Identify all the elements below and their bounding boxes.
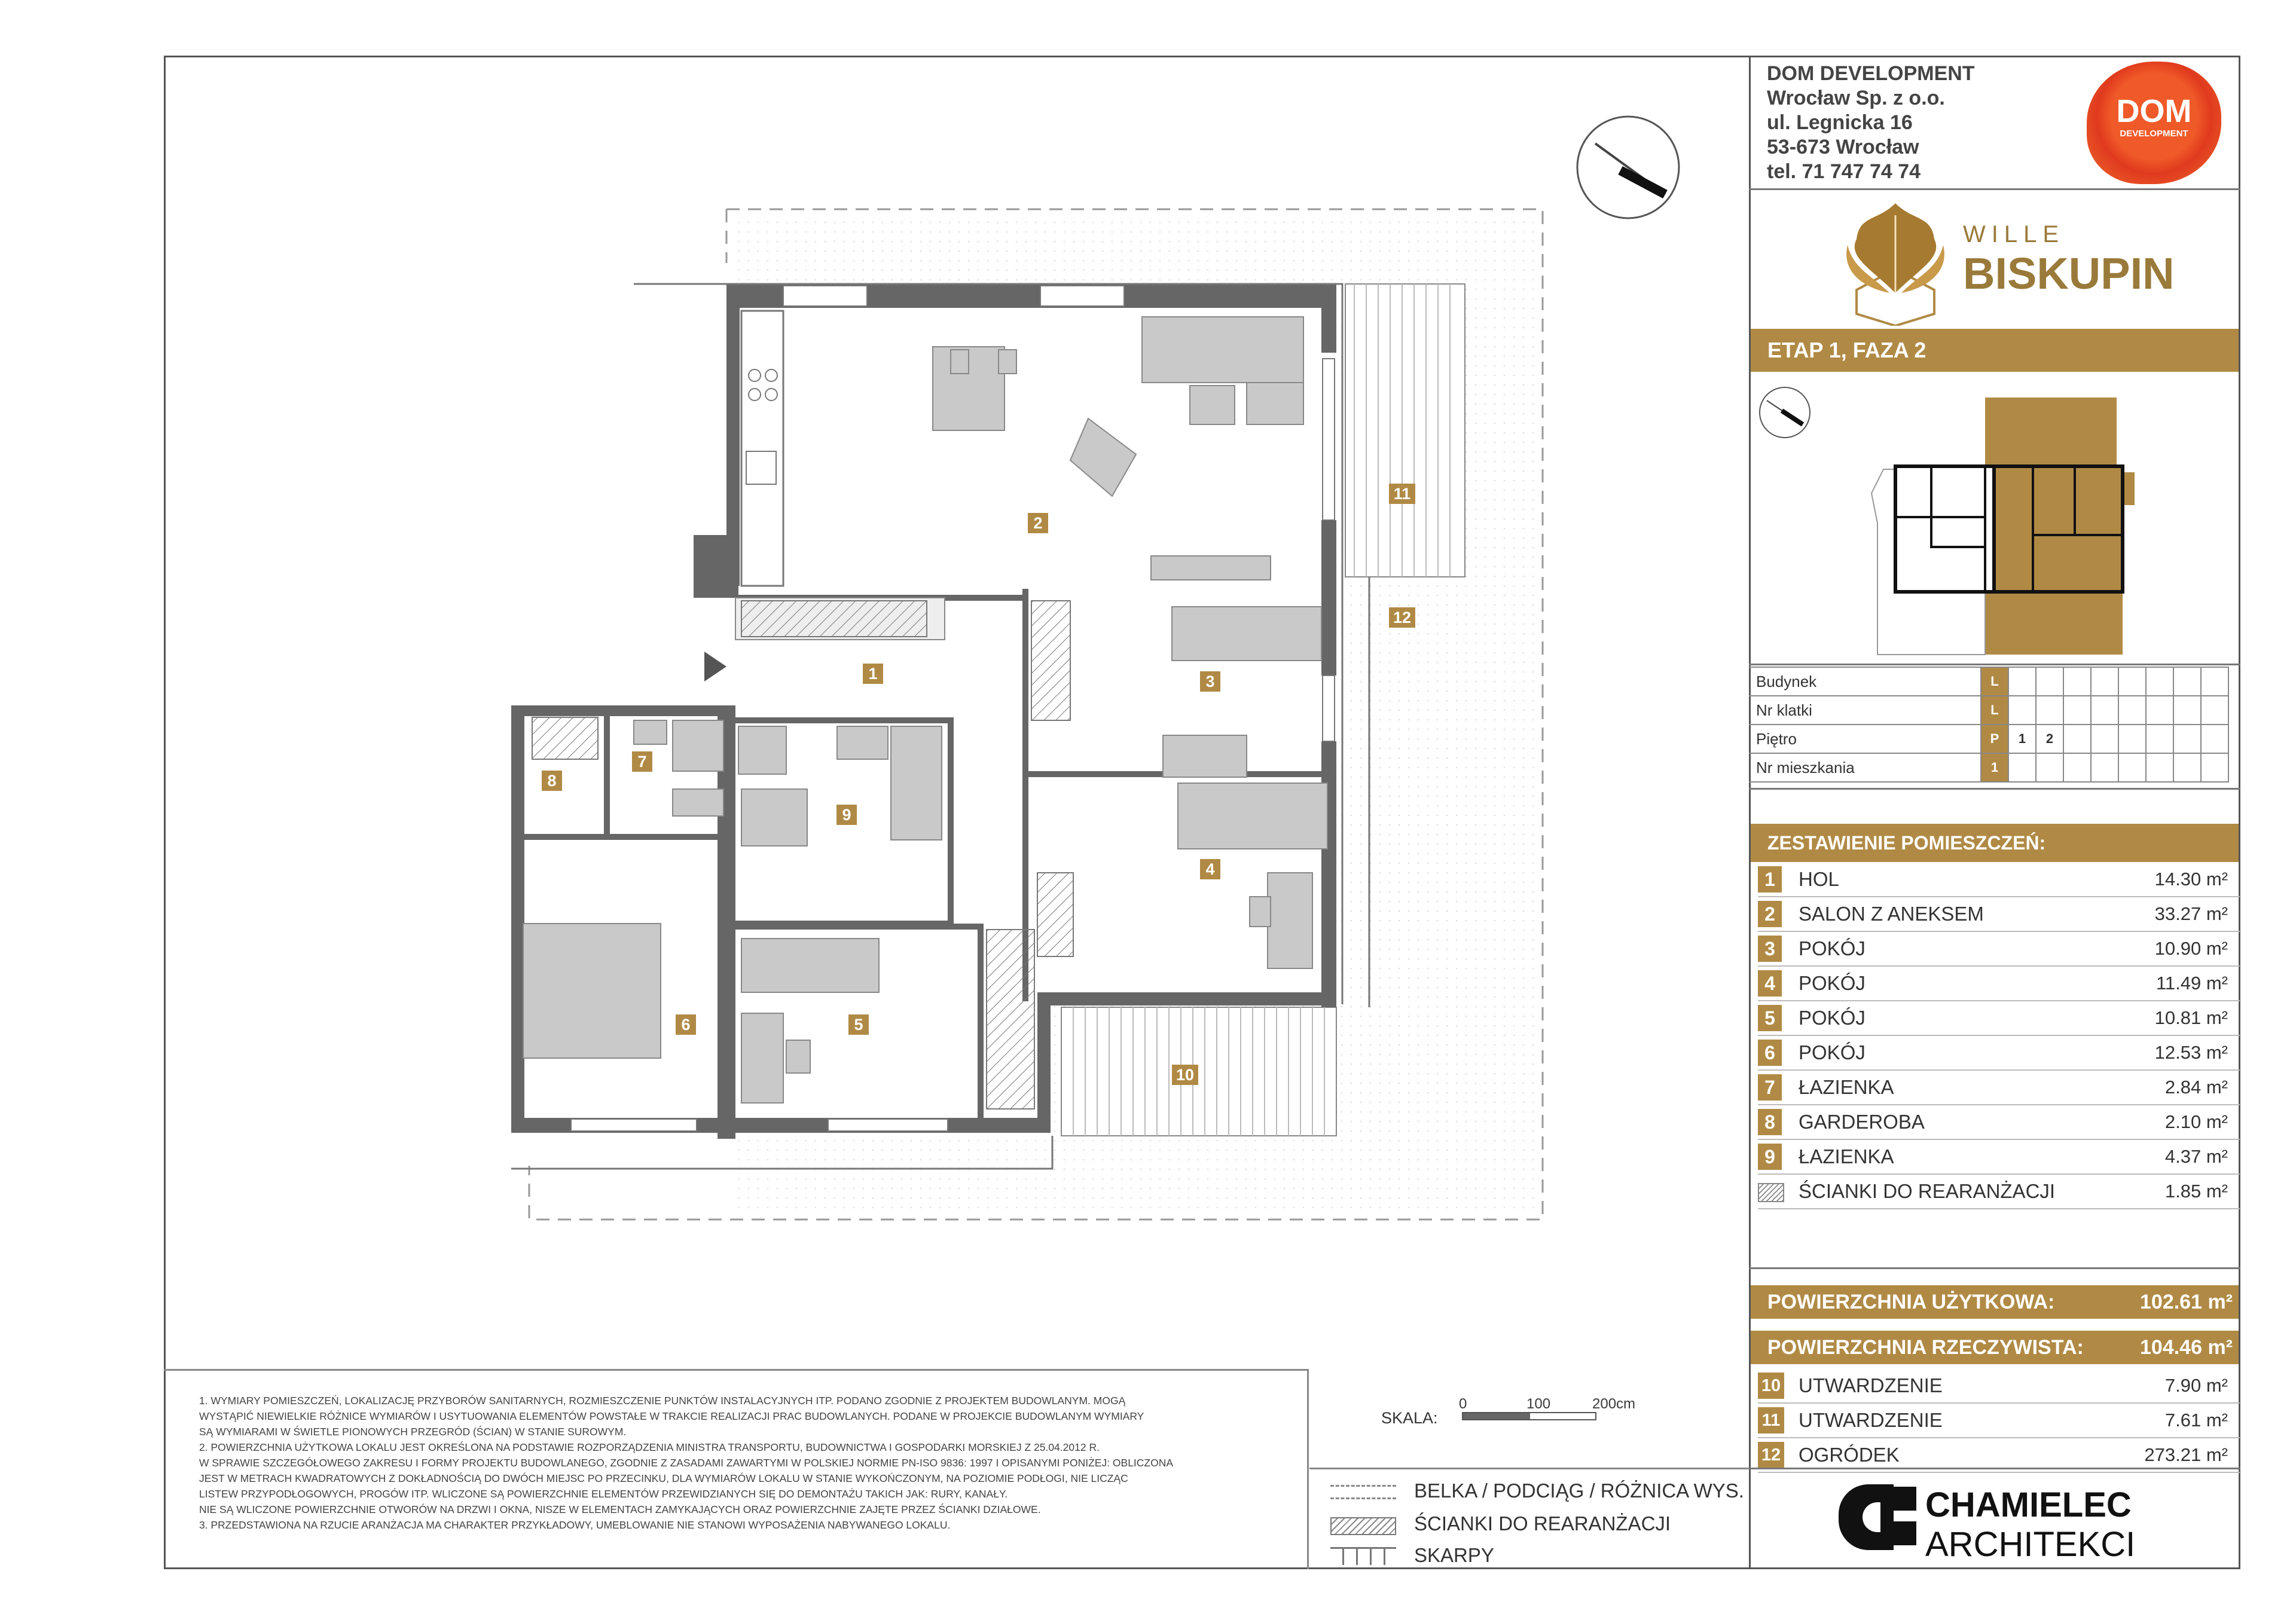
table-row bbox=[1758, 1403, 2240, 1438]
legend bbox=[1309, 1468, 1749, 1569]
legend-slopes: SKARPY bbox=[1414, 1544, 1494, 1566]
plan-label-8: 8 bbox=[542, 771, 562, 791]
compass-icon bbox=[1577, 117, 1679, 218]
table-row bbox=[1758, 897, 2240, 931]
room-number: 1 bbox=[1758, 866, 1782, 893]
table-row bbox=[1758, 966, 2240, 1001]
exterior-table bbox=[1758, 1369, 2240, 1473]
note-line: WYSTĄPIĆ NIEWIELKIE RÓŻNICE WYMIARÓW I USYTUOWANIA ELEMENTÓW POWSTAŁE W TRAKCIE REALIZACJI PRAC BUDOWLANYCH. PODANE W PROJEKCIE BUDOWLANYM WYMIARY bbox=[199, 1410, 1144, 1422]
plan-label-1: 1 bbox=[863, 664, 883, 684]
room-number: 6 bbox=[1758, 1040, 1782, 1066]
room-area: 11.49 m² bbox=[2131, 966, 2240, 1001]
developer-city: 53-673 Wrocław bbox=[1767, 136, 1919, 158]
room-area: 7.61 m² bbox=[2068, 1403, 2240, 1438]
room-number: 5 bbox=[1758, 1005, 1782, 1031]
legend-walls: ŚCIANKI DO REARANŻACJI bbox=[1414, 1512, 1671, 1535]
developer-phone: tel. 71 747 74 74 bbox=[1767, 160, 1921, 183]
room-number: 11 bbox=[1758, 1407, 1784, 1434]
rooms-table bbox=[1758, 863, 2240, 1209]
room-number: 9 bbox=[1758, 1144, 1782, 1170]
small-compass-icon bbox=[1760, 387, 1810, 438]
plan-label-11: 11 bbox=[1389, 484, 1415, 504]
usable-area-label: POWIERZCHNIA UŻYTKOWA: bbox=[1767, 1291, 2055, 1313]
usable-area-value: 102.61 m² bbox=[2140, 1291, 2233, 1313]
plan-label-12: 12 bbox=[1389, 607, 1415, 628]
room-name: OGRÓDEK bbox=[1784, 1438, 2068, 1472]
note-line: JEST W METRACH KWADRATOWYCH Z DOKŁADNOŚCIĄ DO DWÓCH MIEJSC PO PRZECINKU, DLA WYMIARÓW LOKALU W STANIE WYKOŃCZONYM, NA POZIOMIE PODŁOGI, NIE LICZĄC bbox=[199, 1472, 1128, 1484]
table-row bbox=[1758, 1001, 2240, 1035]
scale-tick-200: 200cm bbox=[1592, 1396, 1636, 1412]
beam-dashed-icon bbox=[1330, 1485, 1396, 1499]
table-row bbox=[1758, 1070, 2240, 1105]
slope-icon bbox=[1330, 1547, 1396, 1565]
note-line: NIE SĄ WLICZONE POWIERZCHNIE OTWORÓW NA DRZWI I OKNA, NISZE W ELEMENTACH ZAMYKAJĄCYCH ORAZ POWIERZCHNIE ZAJĘTE PRZEZ ŚCIANKI DZIAŁOWE. bbox=[199, 1503, 1041, 1515]
real-area-row bbox=[1751, 1331, 2239, 1364]
room-name: ŁAZIENKA bbox=[1784, 1139, 2131, 1174]
hatch-swatch-icon bbox=[1758, 1183, 1784, 1202]
table-row: Nr mieszkania 1 bbox=[1749, 753, 2228, 782]
table-row bbox=[1758, 1035, 2240, 1070]
table-row bbox=[1758, 1369, 2240, 1403]
table-row bbox=[1758, 863, 2240, 897]
usable-area-row bbox=[1751, 1285, 2239, 1319]
room-area: 2.84 m² bbox=[2131, 1070, 2240, 1105]
plan-label-6: 6 bbox=[676, 1014, 696, 1035]
note-line: 1. WYMIARY POMIESZCZEŃ, LOKALIZACJĘ PRZYBORÓW SANITARNYCH, ROZMIESZCZENIE PUNKTÓW INSTALACYJNYCH ITP. PODANO ZGODNIE Z PROJEKTEM BUDOWLANYM. MOGĄ bbox=[199, 1395, 1126, 1407]
room-area: 33.27 m² bbox=[2131, 897, 2240, 931]
room-number: 12 bbox=[1758, 1442, 1784, 1468]
hatched-wall-icon bbox=[1330, 1517, 1396, 1535]
room-name: POKÓJ bbox=[1784, 931, 2131, 966]
building-table bbox=[1749, 667, 2229, 783]
plan-label-3: 3 bbox=[1200, 671, 1220, 692]
architect-square-icon bbox=[1892, 1487, 1916, 1511]
room-name: UTWARDZENIE bbox=[1784, 1403, 2068, 1438]
architect-square-icon bbox=[1892, 1521, 1916, 1545]
room-number: 8 bbox=[1758, 1109, 1782, 1135]
room-area: 2.10 m² bbox=[2131, 1105, 2240, 1139]
room-name: GARDEROBA bbox=[1784, 1105, 2131, 1139]
scale-label: SKALA: bbox=[1381, 1409, 1438, 1427]
plan-label-2: 2 bbox=[1028, 513, 1048, 533]
room-name: HOL bbox=[1784, 863, 2131, 897]
table-row: Nr klatki L bbox=[1749, 696, 2228, 725]
developer-company: Wrocław Sp. z o.o. bbox=[1767, 87, 1945, 109]
real-area-label: POWIERZCHNIA RZECZYWISTA: bbox=[1767, 1336, 2084, 1359]
room-name: ŚCIANKI DO REARANŻACJI bbox=[1784, 1174, 2131, 1209]
developer-info bbox=[1767, 62, 1975, 184]
plan-label-4: 4 bbox=[1200, 859, 1220, 879]
scale-tick-0: 0 bbox=[1459, 1396, 1467, 1412]
developer-name: DOM DEVELOPMENT bbox=[1767, 62, 1975, 85]
room-name: SALON Z ANEKSEM bbox=[1784, 897, 2131, 931]
plan-label-5: 5 bbox=[848, 1014, 869, 1035]
plan-label-9: 9 bbox=[836, 805, 857, 825]
developer-street: ul. Legnicka 16 bbox=[1767, 111, 1913, 134]
plan-label-10: 10 bbox=[1172, 1065, 1198, 1085]
room-number: 7 bbox=[1758, 1074, 1782, 1101]
stage-banner: ETAP 1, FAZA 2 bbox=[1751, 329, 2239, 372]
room-name: UTWARDZENIE bbox=[1784, 1369, 2068, 1403]
architect-logo-icon bbox=[1839, 1484, 1898, 1550]
note-line: SĄ WYMIARAMI W ŚWIETLE PIONOWYCH PRZEGRÓD (ŚCIAN) W STANIE SUROWYM. bbox=[199, 1426, 627, 1438]
real-area-value: 104.46 m² bbox=[2140, 1336, 2233, 1359]
room-number: 3 bbox=[1758, 936, 1782, 962]
room-area: 12.53 m² bbox=[2131, 1035, 2240, 1070]
table-row bbox=[1758, 1139, 2240, 1174]
room-name: ŁAZIENKA bbox=[1784, 1070, 2131, 1105]
table-row bbox=[1758, 1105, 2240, 1139]
dom-development-logo: DOM DEVELOPMENT bbox=[2087, 62, 2221, 184]
notes bbox=[199, 1393, 1263, 1533]
room-name: POKÓJ bbox=[1784, 1035, 2131, 1070]
plan-label-7: 7 bbox=[632, 751, 652, 772]
room-name: POKÓJ bbox=[1784, 1001, 2131, 1035]
room-number: 10 bbox=[1758, 1373, 1784, 1399]
room-area: 7.90 m² bbox=[2068, 1369, 2240, 1403]
architect-name: CHAMIELEC ARCHITEKCI bbox=[1925, 1486, 2136, 1564]
key-plan bbox=[1752, 374, 2239, 664]
room-number: 2 bbox=[1758, 901, 1782, 927]
room-name: POKÓJ bbox=[1784, 966, 2131, 1001]
note-line: 3. PRZEDSTAWIONA NA RZUCIE ARANŻACJA MA CHARAKTER PRZYKŁADOWY, UMEBLOWANIE NIE STANOWI WYPOSAŻENIA NABYWANEGO LOKALU. bbox=[199, 1519, 951, 1531]
note-line: 2. POWIERZCHNIA UŻYTKOWA LOKALU JEST OKREŚLONA NA PODSTAWIE ROZPORZĄDZENIA MINISTRA TRANSPORTU, BUDOWNICTWA I GOSPODARKI MORSKIEJ Z 25.04.2012 R. bbox=[199, 1441, 1100, 1453]
room-area: 1.85 m² bbox=[2131, 1174, 2240, 1209]
note-line: LISTEW PRZYPODŁOGOWYCH, PROGÓW ITP. WLICZONE SĄ POWIERZCHNIE ELEMENTÓW PRZEWIDZIANYCH SIĘ DO DEMONTAŻU TAKICH JAK: RURY, KANAŁY. bbox=[199, 1488, 1008, 1500]
project-logo-bottom: BISKUPIN bbox=[1963, 249, 2175, 298]
table-row bbox=[1758, 1174, 2240, 1209]
room-area: 10.90 m² bbox=[2131, 931, 2240, 966]
oak-leaf-logo-icon bbox=[1836, 197, 1955, 326]
room-area: 273.21 m² bbox=[2068, 1438, 2240, 1472]
project-logo-top: WILLE bbox=[1963, 221, 2065, 247]
table-row bbox=[1758, 931, 2240, 966]
scale-bar bbox=[1462, 1412, 1596, 1420]
room-area: 4.37 m² bbox=[2131, 1139, 2240, 1174]
room-area: 14.30 m² bbox=[2131, 863, 2240, 897]
table-row: Piętro P 1 2 bbox=[1749, 725, 2228, 753]
legend-beam: BELKA / PODCIĄG / RÓŻNICA WYS. bbox=[1414, 1480, 1744, 1502]
rooms-header: ZESTAWIENIE POMIESZCZEŃ: bbox=[1751, 824, 2239, 862]
note-line: W SPRAWIE SZCZEGÓŁOWEGO ZAKRESU I FORMY PROJEKTU BUDOWLANEGO, ZGODNIE Z ZASADAMI ZAWARTYMI W POLSKIEJ NORMIE PN-ISO 9836: 1997 I OPISANYMI PONIŻEJ: OBLICZONA bbox=[199, 1457, 1174, 1469]
scale-tick-100: 100 bbox=[1526, 1396, 1551, 1412]
room-number: 4 bbox=[1758, 970, 1782, 997]
room-area: 10.81 m² bbox=[2131, 1001, 2240, 1035]
table-row: Budynek L bbox=[1749, 667, 2228, 696]
